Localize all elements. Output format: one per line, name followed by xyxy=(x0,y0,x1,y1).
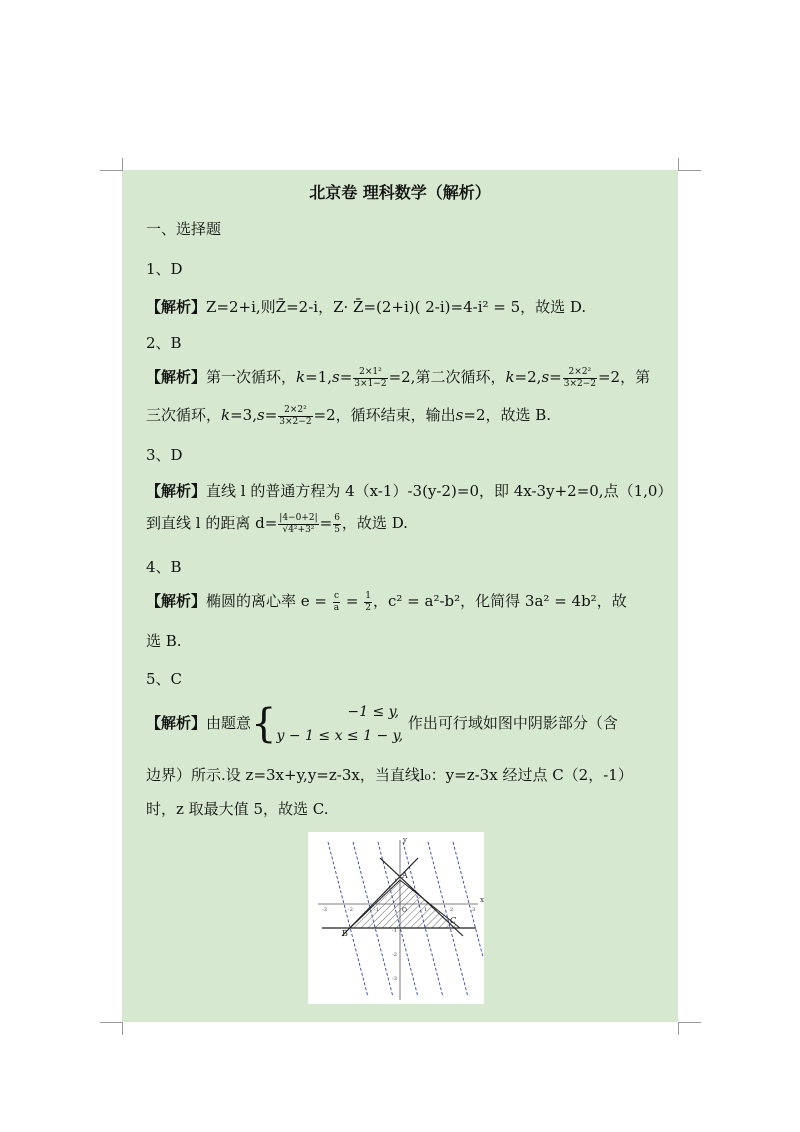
var-k: k xyxy=(221,406,231,424)
tick-label: 2 xyxy=(450,907,454,913)
tick-label: -1 xyxy=(374,907,379,913)
numerator: |4−0+2| xyxy=(279,512,318,523)
tick-label: -3 xyxy=(322,907,327,913)
q1-tag: 【解析】 xyxy=(146,298,207,316)
q5-text: 作出可行域如图中阴影部分（含 xyxy=(403,714,618,732)
q2-text: =2，故选 B. xyxy=(463,406,552,424)
q2-text: =2，循环结束，输出 xyxy=(313,406,456,424)
crop-mark-top-left xyxy=(100,158,123,171)
q5-solution-line1 xyxy=(146,700,618,748)
q2-text: =1, xyxy=(305,368,333,386)
q2-text: =2,第二次循环， xyxy=(388,368,506,386)
q2-answer: 2、B xyxy=(146,334,182,352)
q2-tag: 【解析】 xyxy=(146,368,207,386)
q4-text: 椭圆的离心率 e = xyxy=(206,592,332,610)
fraction xyxy=(278,513,318,536)
q4-text: ，c² = a²-b²，化简得 3a² = 4b²，故 xyxy=(373,592,627,610)
x-axis-label: x xyxy=(480,896,484,904)
q2-text: = xyxy=(264,406,278,424)
denominator: 5 xyxy=(334,524,340,535)
q3-solution-line1 xyxy=(146,480,672,501)
fraction xyxy=(563,367,597,390)
q2-solution-line2 xyxy=(146,404,551,428)
q3-text: 直线 l 的普通方程为 4（x-1）-3(y-2)=0，即 4x-3y+2=0,点（1,0） xyxy=(206,482,673,500)
numerator: 2×2² xyxy=(563,367,597,379)
fraction xyxy=(353,367,387,390)
numerator: 6 xyxy=(334,512,340,523)
q4-solution-line1 xyxy=(146,590,627,614)
numerator: 2×1² xyxy=(353,367,387,379)
inequality-2: y − 1 ≤ x ≤ 1 − y, xyxy=(276,728,404,744)
var-s: s xyxy=(257,406,265,424)
feasible-region-plot xyxy=(308,832,484,1004)
q3-tag: 【解析】 xyxy=(146,482,207,500)
tick-label: -2 xyxy=(392,952,397,958)
var-k: k xyxy=(505,368,515,386)
q2-text: 第一次循环， xyxy=(206,368,297,386)
q1-text: Z=2+i,则Z̄=2-i，Z· Z̄=(2+i)( 2-i)=4-i² = 5，故选 D. xyxy=(206,298,587,316)
denominator: 3×1−2 xyxy=(354,378,387,389)
point-a-label: A xyxy=(402,871,408,880)
section-heading: 一、选择题 xyxy=(146,220,222,238)
q4-tag: 【解析】 xyxy=(146,592,207,610)
q4-answer: 4、B xyxy=(146,558,182,576)
inequality-1: −1 ≤ y, xyxy=(347,704,400,720)
q2-text: =3, xyxy=(230,406,257,424)
q3-solution-line2 xyxy=(146,512,408,536)
q5-solution-line2: 边界）所示.设 z=3x+y,y=z-3x，当直线l₀：y=z-3x 经过点 C（2，-1） xyxy=(146,766,633,784)
denominator: 2 xyxy=(365,602,371,613)
crop-mark-top-right xyxy=(678,158,701,171)
q2-text: = xyxy=(549,368,562,386)
fraction xyxy=(333,513,341,536)
numerator: 2×2² xyxy=(278,405,312,417)
fraction xyxy=(278,405,312,428)
point-c-label: C xyxy=(450,916,457,925)
q3-answer: 3、D xyxy=(146,446,183,464)
numerator: c xyxy=(333,590,339,601)
q2-text: = xyxy=(339,368,353,386)
denominator: √4²+3² xyxy=(282,524,315,535)
fraction xyxy=(333,591,340,614)
denominator: a xyxy=(333,602,340,613)
q3-text: 到直线 l 的距离 d= xyxy=(146,514,278,532)
denominator: 3×2−2 xyxy=(563,378,596,389)
q2-text: =2，第 xyxy=(597,368,651,386)
page-title: 北京卷 理科数学（解析） xyxy=(309,183,491,202)
var-s: s xyxy=(541,368,550,386)
inequality-system xyxy=(276,700,403,748)
q5-text: 由题意 xyxy=(206,714,252,732)
var-s: s xyxy=(455,406,464,424)
denominator: 3×2−2 xyxy=(279,416,312,427)
q4-text: = xyxy=(341,592,364,610)
origin-label: O xyxy=(402,907,407,914)
fraction xyxy=(364,591,372,614)
numerator: 1 xyxy=(365,590,371,601)
q1-solution xyxy=(146,296,586,317)
q3-text: = xyxy=(319,514,333,532)
q3-text: ，故选 D. xyxy=(341,514,408,532)
tick-label: -1 xyxy=(392,928,397,934)
q2-solution-line1 xyxy=(146,366,650,390)
var-k: k xyxy=(296,368,306,386)
q5-solution-line3: 时，z 取最大值 5，故选 C. xyxy=(146,800,329,818)
point-b-label: B xyxy=(342,929,348,938)
tick-label: -3 xyxy=(392,976,397,982)
tick-label: 1 xyxy=(394,878,398,884)
tick-label: -2 xyxy=(348,907,353,913)
y-axis-label: y xyxy=(403,836,407,844)
q2-text: =2, xyxy=(514,368,542,386)
brace: { xyxy=(251,701,277,747)
tick-label: 3 xyxy=(472,907,476,913)
feasible-region-figure xyxy=(308,832,484,1004)
q4-solution-line2: 选 B. xyxy=(146,632,182,650)
q1-answer: 1、D xyxy=(146,260,183,278)
q5-answer: 5、C xyxy=(146,670,183,688)
crop-mark-bottom-left xyxy=(100,1022,123,1035)
crop-mark-bottom-right xyxy=(678,1022,701,1035)
q5-tag: 【解析】 xyxy=(146,714,207,732)
var-s: s xyxy=(332,368,340,386)
tick-label: 1 xyxy=(424,907,428,913)
q2-text: 三次循环， xyxy=(146,406,222,424)
